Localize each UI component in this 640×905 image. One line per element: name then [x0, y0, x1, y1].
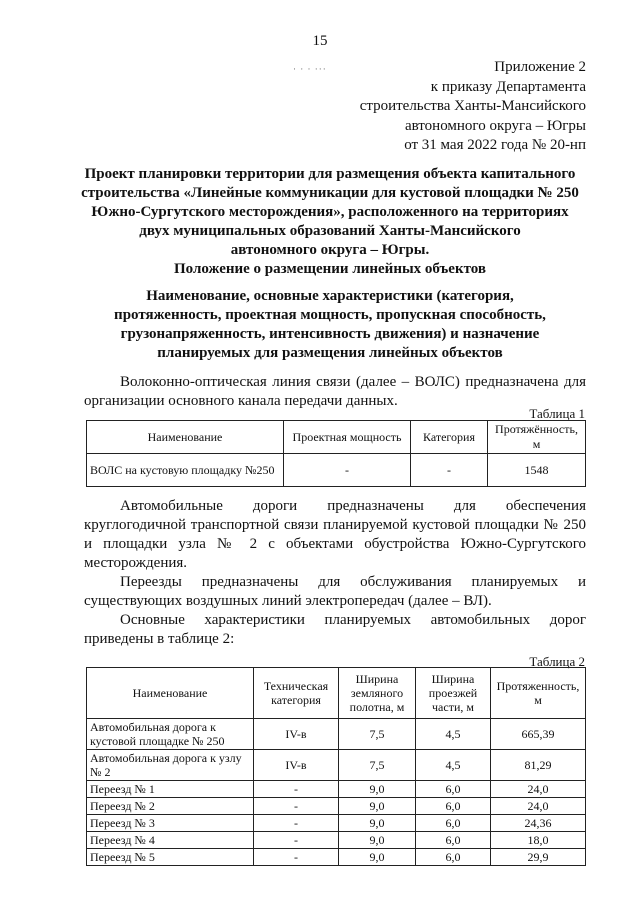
- paragraph-text: Автомобильные дороги предназначены для обеспечения круглогодичной транспортной связи планируемой кустовой площадки № 250 и площадки узла № 2 с объектами обустройства Южно-Сургутского месторождения.: [84, 498, 586, 571]
- table-cell: 9,0: [339, 849, 416, 866]
- table-cell: IV-в: [254, 750, 339, 781]
- table-cell: 24,0: [491, 781, 586, 798]
- table-header: Протяжённость, м: [488, 421, 586, 454]
- table2: [86, 667, 586, 866]
- table1: [86, 420, 586, 487]
- title-line: двух муниципальных образований Ханты-Мансийского: [139, 223, 521, 239]
- table-cell: IV-в: [254, 719, 339, 750]
- appendix-line: Приложение 2: [494, 59, 586, 75]
- table-cell: -: [254, 815, 339, 832]
- table-cell: Автомобильная дорога к кустовой площадке № 250: [87, 719, 254, 750]
- title-line: Проект планировки территории для размещения объекта капитального: [84, 166, 576, 182]
- table-row: [87, 454, 586, 487]
- table-cell: -: [284, 454, 411, 487]
- section-heading: [60, 287, 600, 363]
- table-cell: 9,0: [339, 798, 416, 815]
- heading-line: Наименование, основные характеристики (категория,: [146, 288, 514, 304]
- document-title: [60, 165, 600, 279]
- table-cell: ВОЛС на кустовую площадку №250: [87, 454, 284, 487]
- table-cell: 18,0: [491, 832, 586, 849]
- table-cell: 4,5: [416, 719, 491, 750]
- table-row: [87, 719, 586, 750]
- title-line: Южно-Сургутского месторождения», расположенного на территориях: [91, 204, 569, 220]
- table-cell: 29,9: [491, 849, 586, 866]
- appendix-line: строительства Ханты-Мансийского: [359, 98, 586, 114]
- table-header: Проектная мощность: [284, 421, 411, 454]
- appendix-block: [360, 58, 586, 156]
- table-cell: 9,0: [339, 815, 416, 832]
- table-cell: 7,5: [339, 750, 416, 781]
- paragraph-vols: [84, 373, 586, 411]
- page-number: 15: [312, 33, 328, 49]
- title-line: автономного округа – Югры.: [230, 242, 430, 258]
- table-header: Ширина проезжей части, м: [416, 668, 491, 719]
- table2-caption: Таблица 2: [529, 654, 585, 669]
- table1-caption: Таблица 1: [529, 406, 585, 421]
- table-header: Протяженность, м: [491, 668, 586, 719]
- table-cell: 24,0: [491, 798, 586, 815]
- table-header: Категория: [411, 421, 488, 454]
- table-row: [87, 798, 586, 815]
- paragraph-text: Основные характеристики планируемых автомобильных дорог приведены в таблице 2:: [84, 612, 586, 647]
- table-cell: -: [411, 454, 488, 487]
- appendix-line: к приказу Департамента: [430, 78, 586, 95]
- paragraph-text: Волоконно-оптическая линия связи (далее – ВОЛС) предназначена для организации основного канала передачи данных.: [84, 374, 586, 409]
- table-row: [87, 750, 586, 781]
- table-header-row: [87, 421, 586, 454]
- appendix-line: от 31 мая 2022 года № 20-нп: [404, 137, 586, 153]
- table-cell: 6,0: [416, 815, 491, 832]
- table-cell: 9,0: [339, 832, 416, 849]
- table-cell: 1548: [488, 454, 586, 487]
- heading-line: грузонапряженность, интенсивность движения) и назначение: [120, 326, 540, 342]
- table-cell: 665,39: [491, 719, 586, 750]
- table-cell: 81,29: [491, 750, 586, 781]
- table-cell: 7,5: [339, 719, 416, 750]
- table-header: Наименование: [87, 421, 284, 454]
- table-row: [87, 832, 586, 849]
- table-header: Наименование: [87, 668, 254, 719]
- table-row: [87, 815, 586, 832]
- title-line: Положение о размещении линейных объектов: [174, 261, 486, 277]
- table-cell: Переезд № 3: [87, 815, 254, 832]
- table-cell: -: [254, 798, 339, 815]
- table-cell: 4,5: [416, 750, 491, 781]
- title-line: строительства «Линейные коммуникации для кустовой площадки № 250: [81, 185, 579, 201]
- table-cell: -: [254, 849, 339, 866]
- table-cell: 6,0: [416, 781, 491, 798]
- table-cell: 6,0: [416, 798, 491, 815]
- appendix-line: автономного округа – Югры: [404, 117, 586, 134]
- table-row: [87, 849, 586, 866]
- table-cell: Переезд № 1: [87, 781, 254, 798]
- table-header: Ширина земляного полотна, м: [339, 668, 416, 719]
- heading-line: протяженность, проектная мощность, пропускная способность,: [114, 307, 546, 323]
- table-cell: 9,0: [339, 781, 416, 798]
- table-cell: 6,0: [416, 849, 491, 866]
- table-row: [87, 781, 586, 798]
- table-cell: Автомобильная дорога к узлу № 2: [87, 750, 254, 781]
- table-cell: -: [254, 781, 339, 798]
- table-cell: Переезд № 4: [87, 832, 254, 849]
- table-cell: Переезд № 5: [87, 849, 254, 866]
- scan-mark: · · · ···: [293, 64, 327, 74]
- paragraph-roads: [84, 497, 586, 649]
- table-cell: 6,0: [416, 832, 491, 849]
- heading-line: планируемых для размещения линейных объектов: [157, 345, 503, 361]
- table-cell: Переезд № 2: [87, 798, 254, 815]
- table-cell: -: [254, 832, 339, 849]
- table-header-row: [87, 668, 586, 719]
- table-cell: 24,36: [491, 815, 586, 832]
- paragraph-text: Переезды предназначены для обслуживания планируемых и существующих воздушных линий электропередач (далее – ВЛ).: [84, 574, 586, 609]
- table-header: Техническая категория: [254, 668, 339, 719]
